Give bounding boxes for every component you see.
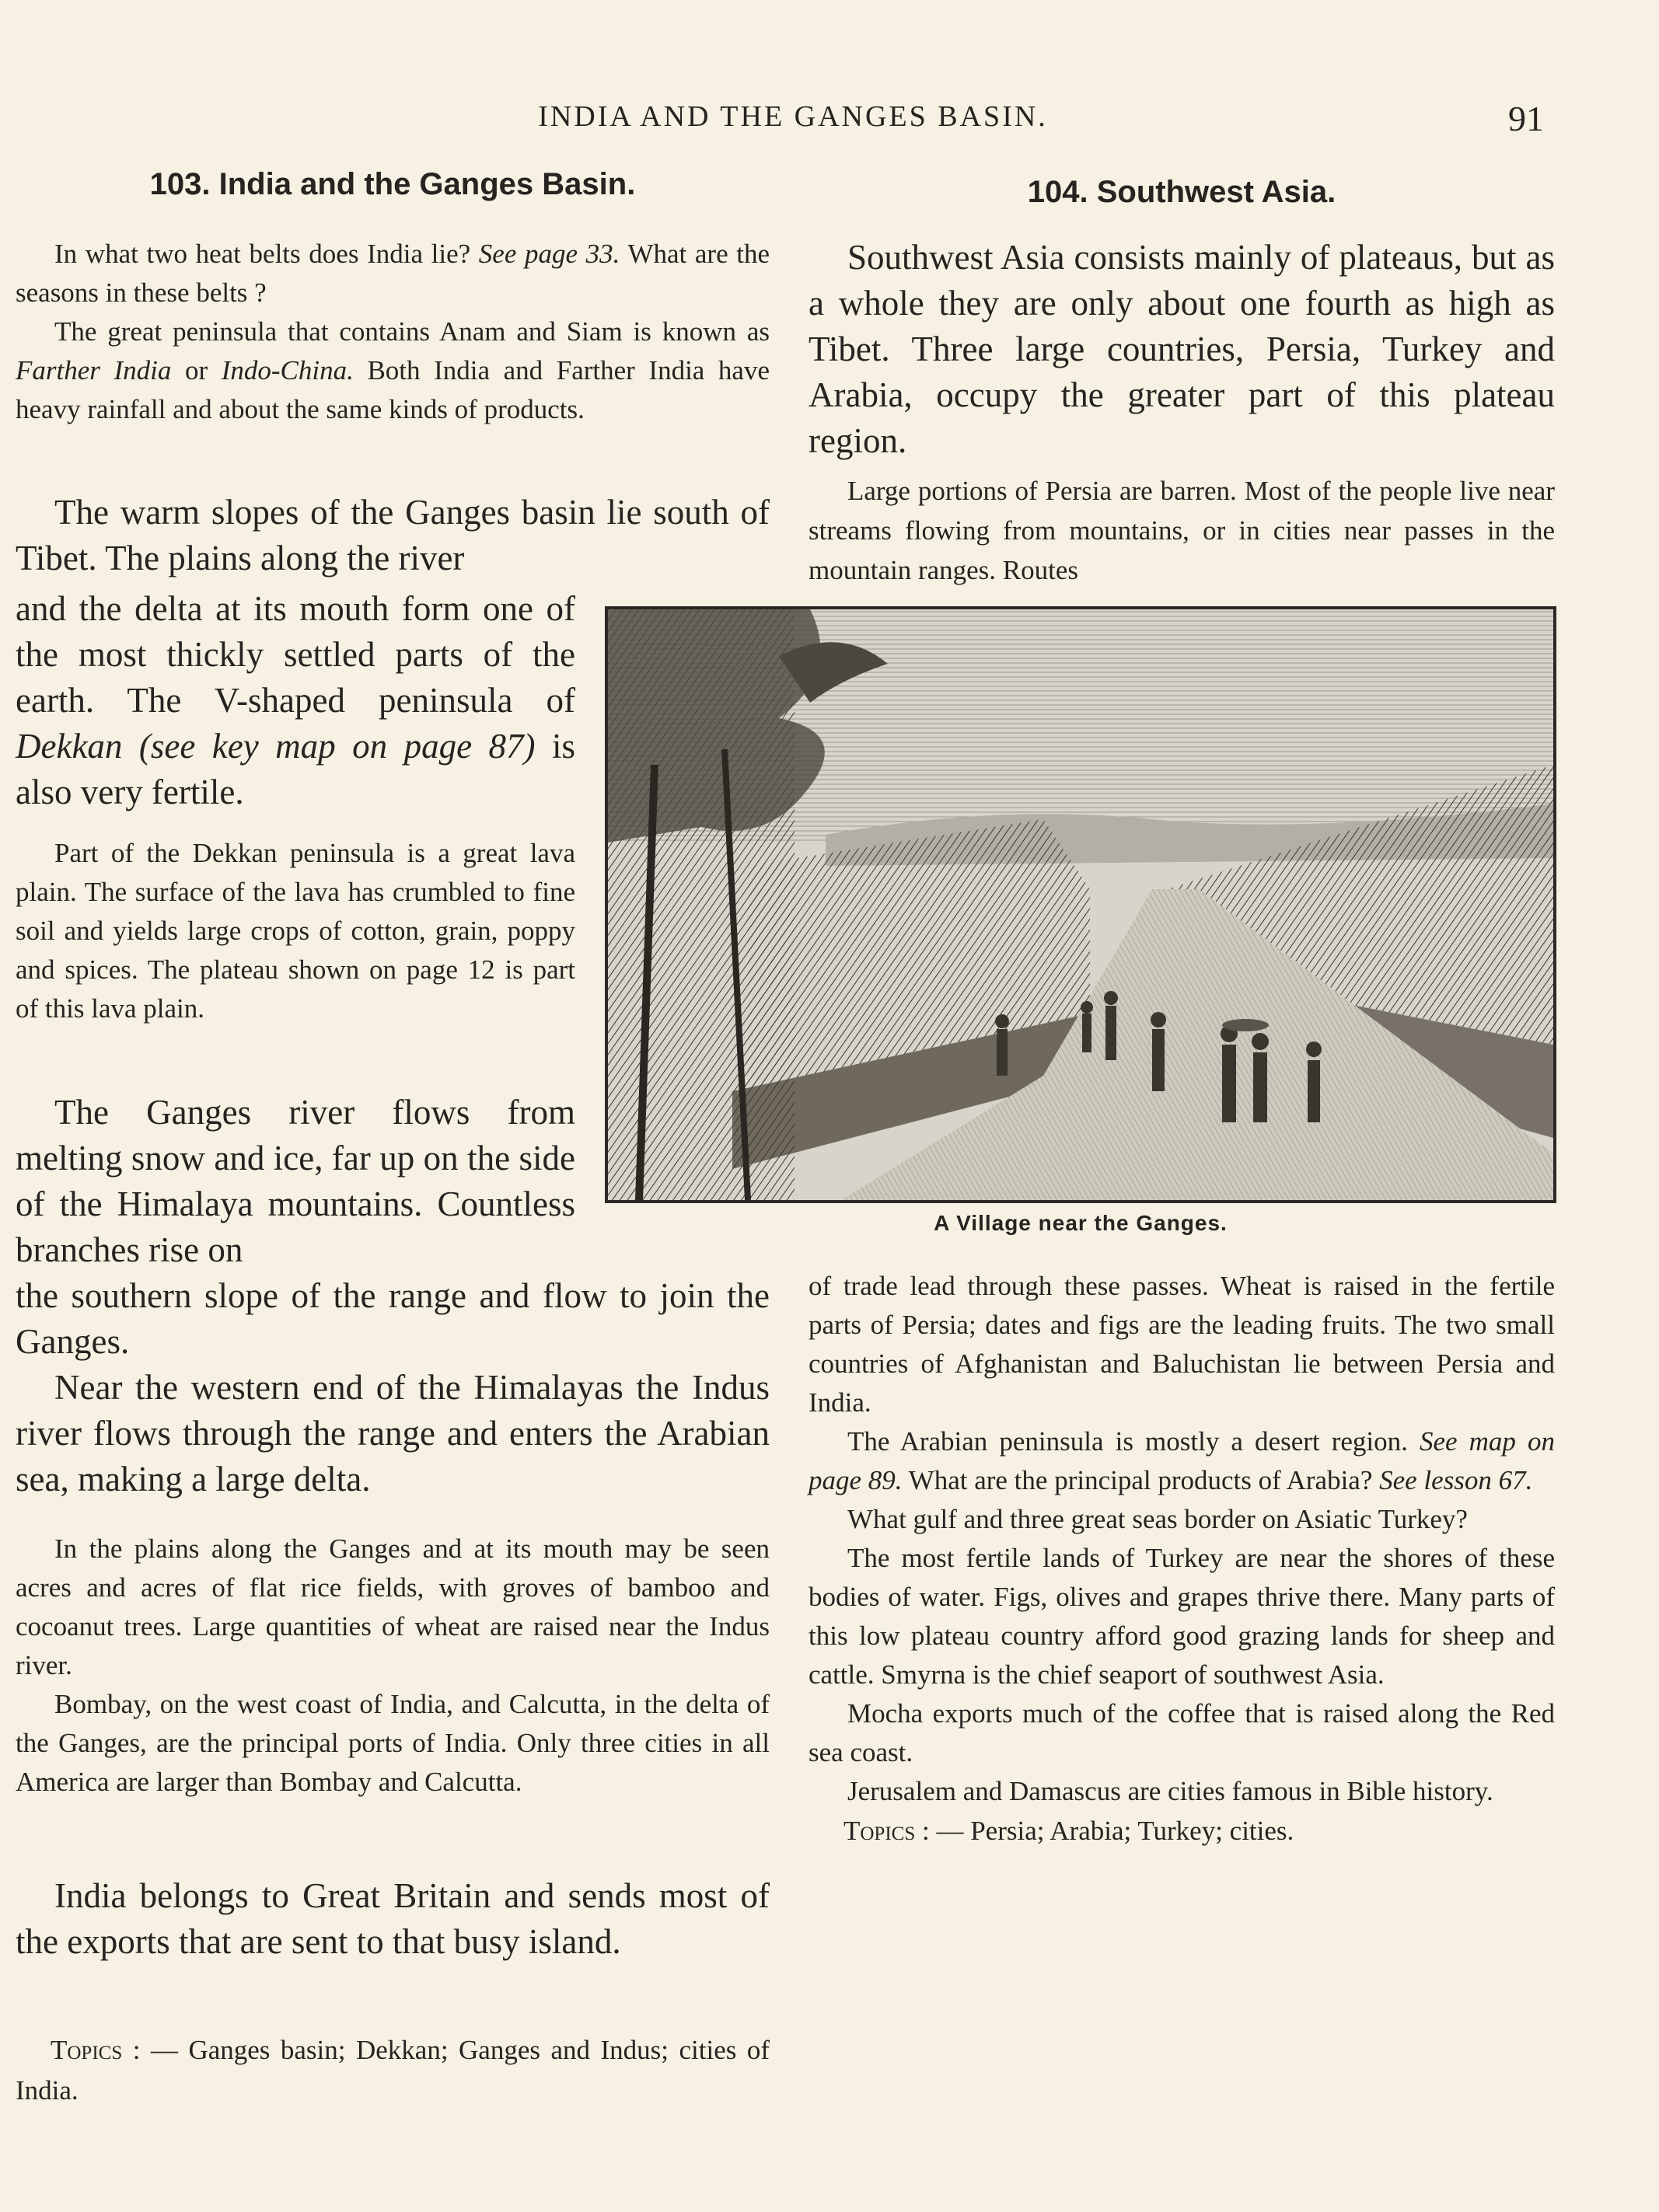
paragraph-ganges-slopes: The warm slopes of the Ganges basin lie south of Tibet. The plains along the river [16,493,770,577]
village-scene-image [608,609,1553,1200]
paragraph-persia-routes: Large portions of Persia are barren. Most of the people live near streams flowing from mountains, or in cities near passes in the mountain ranges. Routes [809,476,1555,585]
paragraph-mocha: Mocha exports much of the coffee that is raised along the Red sea coast. [809,1698,1555,1767]
paragraph-ganges-river: The Ganges river flows from melting snow and ice, far up on the side of the Himalaya mountains. Countless branches rise on [16,1093,575,1269]
running-head: INDIA AND THE GANGES BASIN. [538,100,1048,133]
paragraph-lava-plain: Part of the Dekkan peninsula is a great lava plain. The surface of the lava has crumbled to fine soil and yields large crops of cotton, grain, poppy and spices. The plateau shown on page 12 is part of this lava plain. [16,838,575,1024]
paragraph-great-britain: India belongs to Great Britain and sends most of the exports that are sent to that busy island. [16,1876,770,1961]
question-heat-belts: In what two heat belts does India lie? See page 33. What are the seasons in these belts ? [16,239,770,308]
paragraph-thickly-settled: and the delta at its mouth form one of the most thickly settled parts of the earth. The V-shaped peninsula of Dekkan (see key map on page 87) is also very fertile. [16,589,576,811]
figure-caption: A Village near the Ganges. [934,1211,1228,1235]
lesson-103-topics: Topics : — Ganges basin; Dekkan; Ganges and Indus; cities of India. [16,2035,770,2106]
lesson-104-heading: 104. Southwest Asia. [1027,175,1336,209]
lesson-reference: See lesson 67. [1379,1465,1533,1495]
lesson-104-topics: Topics : — Persia; Arabia; Turkey; cities. [843,1816,1294,1846]
lesson-103-heading: 103. India and the Ganges Basin. [149,167,636,201]
page-number: 91 [1508,99,1544,138]
paragraph-ganges-join: the southern slope of the range and flow to join the Ganges. Near the western end of the Himalayas the Indus river flows through the range and enters the Arabian sea, making a large delta. [16,1273,770,1502]
paragraph-southwest-plateaus: Southwest Asia consists mainly of plateaus, but as a whole they are only about one fourth as high as Tibet. Three large countries, Persia, Turkey and Arabia, occupy the greater part of this plateau region. [809,238,1555,460]
paragraph-jerusalem: Jerusalem and Damascus are cities famous in Bible history. [847,1776,1493,1806]
page-reference: See page 33. [478,239,620,269]
paragraph-arabian-peninsula: The Arabian peninsula is mostly a desert region. See map on page 89. What are the principal products of Arabia? See lesson 67. [809,1426,1555,1495]
question-asiatic-turkey: What gulf and three great seas border on Asiatic Turkey? [847,1504,1468,1534]
paragraph-farther-india: The great peninsula that contains Anam and Siam is known as Farther India or Indo-China. Both India and Farther India have heavy rainfall and about the same kinds of products. [16,316,770,424]
paragraph-indus-river: Near the western end of the Himalayas the Indus river flows through the range and enters the Arabian sea, making a large delta. [16,1368,770,1499]
key-map-reference: (see key map on page 87) [138,727,536,766]
lesson-103-questions [16,235,770,429]
paragraph-trade-passes: of trade lead through these passes. Wheat is raised in the fertile parts of Persia; dates and figs are the leading fruits. The two small countries of Afghanistan and Baluchistan lie between Persia and India. The Arabian peninsula is mostly a desert region. See map on page 89. What are the principal products of Arabia? See lesson 67. What gulf and three great seas border on Asiatic Turkey? The most fertile lands of Turkey are near the shores of these bodies of water. Figs, olives and grapes thrive there. Many parts of this low plateau country afford good grazing lands for sheep and cattle. Smyrna is the chief seaport of southwest Asia. Mocha exports much of the coffee that is raised along the Red sea coast. Jerusalem and Damascus are cities famous in Bible history. Topics : — Persia; Arabia; Turkey; cities. [809,1267,1555,1851]
paragraph-rice-fields: In the plains along the Ganges and at its mouth may be seen acres and acres of flat rice fields, with groves of bamboo and cocoanut trees. Large quantities of wheat are raised near the Indus river. Bombay, on the west coast of India, and Calcutta, in the delta of the Ganges, are the principal ports of India. Only three cities in all America are larger than Bombay and Calcutta. [16,1530,770,1802]
paragraph-turkey-lands: The most fertile lands of Turkey are near the shores of these bodies of water. Figs, olives and grapes thrive there. Many parts of this low plateau country afford good grazing lands for sheep and cattle. Smyrna is the chief seaport of southwest Asia. [809,1543,1555,1690]
village-engraving [605,606,1556,1203]
paragraph-bombay-calcutta: Bombay, on the west coast of India, and Calcutta, in the delta of the Ganges, are the principal ports of India. Only three cities in all America are larger than Bombay and Calcutta. [16,1689,770,1797]
map-reference: See map on page 89. [809,1426,1555,1495]
